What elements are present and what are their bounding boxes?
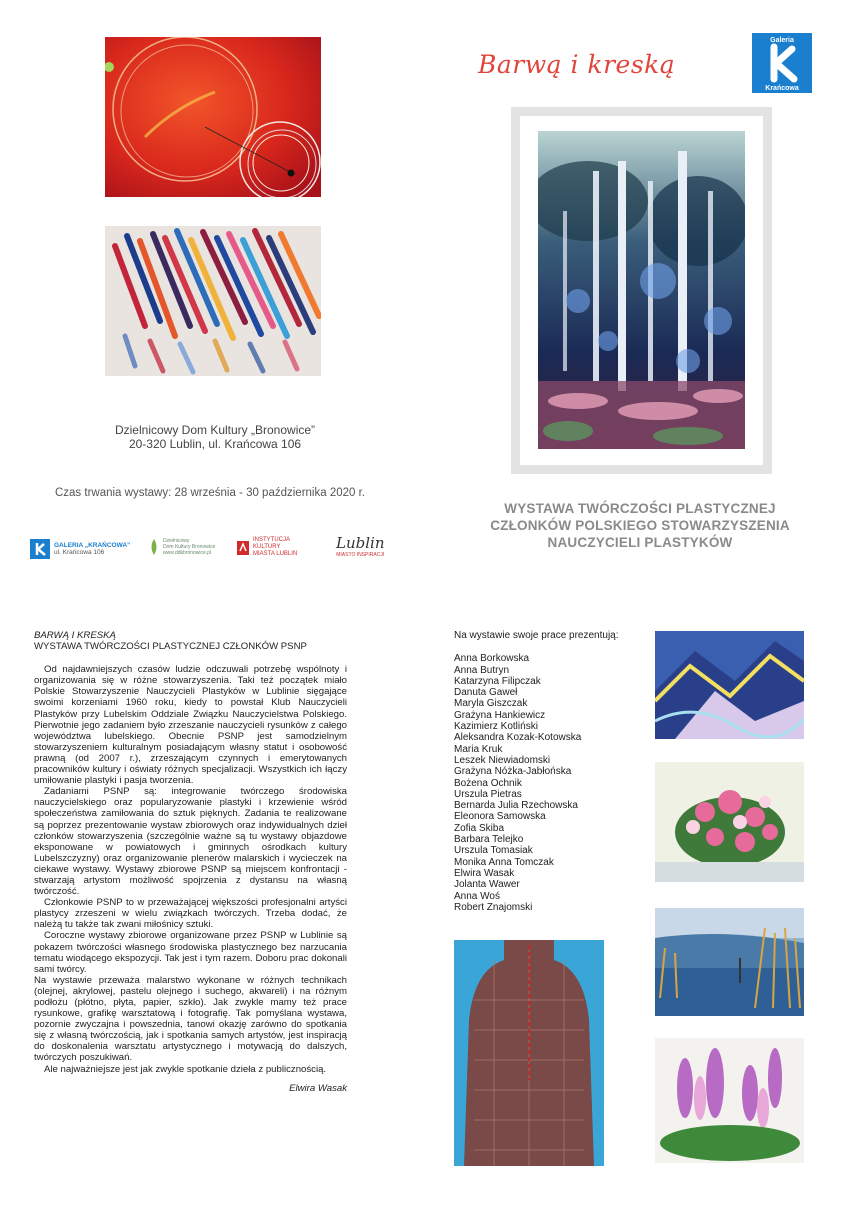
artists-heading: Na wystawie swoje prace prezentują: (454, 630, 619, 641)
exhibition-title-line3: NAUCZYCIELI PLASTYKÓW (547, 535, 733, 550)
artist-name: Zofia Skiba (454, 822, 505, 834)
exhibition-title-line2: CZŁONKÓW POLSKIEGO STOWARZYSZENIA (490, 518, 790, 533)
sponsor-galeria (30, 539, 130, 559)
article-paragraph-2: Zadaniami PSNP są: integrowanie twórczego środowiska nauczycielskiego oraz popularyzowanie plastyki i krzewienie wśród społeczeństwa zamiłowania do sztuk pięknych. Zadania te realizowane są poprzez prezentowanie wystaw zbiorowych oraz indywidualnych dzieł członków stowarzyszenia (szczególnie ważne są tu wystawy objazdowe eksponowane w powiatowych i gminnych ośrodkach kultury Lubelszczyzny) oraz organizowanie plenerów malarskich i wycieczek na ciekawe wystawy. Wystawy zbiorowe PSNP są miejscem konfrontacji - stwarzają artystom możliwość spojrzenia z dystansu na własną twórczość. (34, 786, 347, 898)
ddk-leaf-icon (148, 537, 160, 557)
galeria-mini-logo-icon (30, 539, 50, 559)
article-paragraph-5: Na wystawie przeważa malarstwo wykonane w różnych technikach (olejnej, akrylowej, pastelu olejnego i suchego, akwareli) i na różnym podłożu (płótno, płyta, papier, szkło). Jak zwykle mamy też prace rysunkowe, grafikę warsztatową i fotografię. Tak pomyślana wystawa, pozornie zwyczajna i powszednia, tanowi okazję zarówno do spotkania się z własną twórczością, jak i spotkania samych artystów, jest inspiracją do doskonalenia warsztatu artystycznego i motywacją do dalszych, twórczych poszukiwań. (34, 974, 347, 1064)
article-signature: Elwira Wasak (289, 1082, 347, 1094)
sponsor-ddk-line2: Dom Kultury Bronowice (163, 544, 216, 550)
sponsor-galeria-name: GALERIA „KRAŃCOWA” (54, 542, 131, 549)
painting-red-circles (105, 37, 321, 197)
artist-name: Maria Kruk (454, 743, 503, 755)
galeria-krancowa-logo (752, 33, 812, 93)
artist-name: Anna Butryn (454, 664, 510, 676)
sponsor-ddk-line1: Dzielnicowy (163, 538, 190, 544)
painting-figure-coat (454, 940, 604, 1166)
main-painting-frame (511, 107, 772, 474)
artist-name: Katarzyna Filipczak (454, 675, 541, 687)
artist-name: Kazimierz Kotliński (454, 721, 538, 733)
sponsor-lublin (336, 535, 384, 559)
painting-flowers (655, 762, 804, 882)
artist-names (454, 653, 634, 913)
sponsor-instytucja-line2: KULTURY (253, 544, 281, 550)
article-paragraph-3: Członkowie PSNP to w przeważającej większości profesjonalni artyści plastycy zrzeszeni w wielu związkach twórczych. Trzeba dodać, że należą tu także tak zwani miłośnicy sztuki. (34, 897, 347, 931)
artist-name: Barbara Telejko (454, 834, 524, 846)
artist-name: Anna Borkowska (454, 653, 530, 665)
article-kicker: BARWĄ I KRESKĄ (34, 630, 116, 641)
artist-name: Monika Anna Tomczak (454, 856, 554, 868)
artist-name: Jolanta Wawer (454, 879, 520, 891)
artist-name: Urszula Pietras (454, 788, 522, 800)
exhibition-title-line1: WYSTAWA TWÓRCZOŚCI PLASTYCZNEJ (504, 501, 776, 516)
artist-name: Robert Znajomski (454, 901, 533, 913)
exhibition-title (480, 500, 800, 551)
painting-mountains (655, 631, 804, 739)
lublin-wordmark: Lublin (336, 534, 385, 552)
venue-street: 20-320 Lublin, ul. Krańcowa 106 (128, 437, 302, 451)
artist-name: Leszek Niewiadomski (454, 754, 551, 766)
painting-lake (655, 908, 804, 1016)
sponsor-ddk (148, 537, 215, 557)
venue-address (105, 423, 325, 451)
exhibition-duration: Czas trwania wystawy: 28 września - 30 października 2020 r. (54, 487, 365, 499)
artist-name: Grażyna Nóżka-Jabłońska (454, 766, 572, 778)
sponsor-ddk-line3: www.ddkbronowice.pl (163, 550, 212, 556)
artist-name: Elwira Wasak (454, 867, 515, 879)
artists-list (454, 630, 634, 913)
artist-name: Aleksandra Kozak-Kotowska (454, 732, 582, 744)
artist-name: Danuta Gaweł (454, 687, 518, 699)
painting-forest-birches (538, 131, 745, 449)
artist-name: Urszula Tomasiak (454, 845, 533, 857)
artist-name: Maryla Giszczak (454, 698, 528, 710)
article-paragraph-6: Ale najważniejsze jest jak zwykle spotkanie dzieła z publicznością. (44, 1063, 327, 1075)
article-paragraph-1: Od najdawniejszych czasów ludzie odczuwali potrzebę wspólnoty i organizowania się w różne stowarzyszenia. Taki też początek miało Polskie Stowarzyszenie Nauczycieli Plastyków w Lublinie sięgające swoimi korzeniami 1960 roku, kiedy to powstał Klub Nauczycieli Plastyków przy Lubelskim Oddziale Związku Nauczycielstwa Polskiego. Pierwotnie jego zadaniem było zrzeszanie nauczycieli rysunków z całego województwa lubelskiego. Obecnie PSNP jest samodzielnym stowarzyszeniem kulturalnym posiadającym własny statut i osobowość prawną (od 2007 r.), zrzeszającym czynnych i emerytowanych pracowników kultury i oświaty różnych specjalizacji. Wszystkich ich łączy umiłowanie plastyki i pasja tworzenia. (34, 664, 347, 787)
sponsor-instytucja-line3: MIASTA LUBLIN (253, 551, 298, 557)
sponsor-galeria-address: ul. Krańcowa 106 (54, 549, 105, 556)
artist-name: Bożena Ochnik (454, 777, 522, 789)
exhibition-script-title: Barwą i kreską (478, 50, 676, 79)
article-subtitle: WYSTAWA TWÓRCZOŚCI PLASTYCZNEJ CZŁONKÓW PSNP (34, 641, 307, 653)
artist-name: Bernarda Julia Rzechowska (454, 800, 578, 812)
sponsor-instytucja (236, 537, 297, 558)
sponsor-logos (30, 535, 410, 565)
article-paragraph-4: Coroczne wystawy zbiorowe organizowane przez PSNP w Lublinie są pokazem twórczości własnego środowiska plastycznego bez narzucania tematu wiodącego ekspozycji. Tak jest i tym razem. Doboru prac dokonali sami twórcy. (34, 930, 347, 975)
artist-name: Grażyna Hankiewicz (454, 709, 546, 721)
venue-name: Dzielnicowy Dom Kultury „Bronowice” (114, 423, 316, 437)
sponsor-instytucja-line1: INSTYTUCJA (253, 537, 291, 543)
artist-name: Anna Woś (454, 890, 500, 902)
logo-text-top: Galeria (770, 37, 794, 44)
logo-text-bottom: Krańcowa (765, 85, 799, 92)
painting-diagonal-stripes (105, 226, 321, 376)
article (34, 630, 347, 1094)
artist-name: Eleonora Samowska (454, 811, 546, 823)
lublin-tagline: MIASTO INSPIRACJI (336, 552, 385, 558)
painting-lupins (655, 1038, 804, 1163)
lublin-crest-icon (236, 538, 250, 558)
